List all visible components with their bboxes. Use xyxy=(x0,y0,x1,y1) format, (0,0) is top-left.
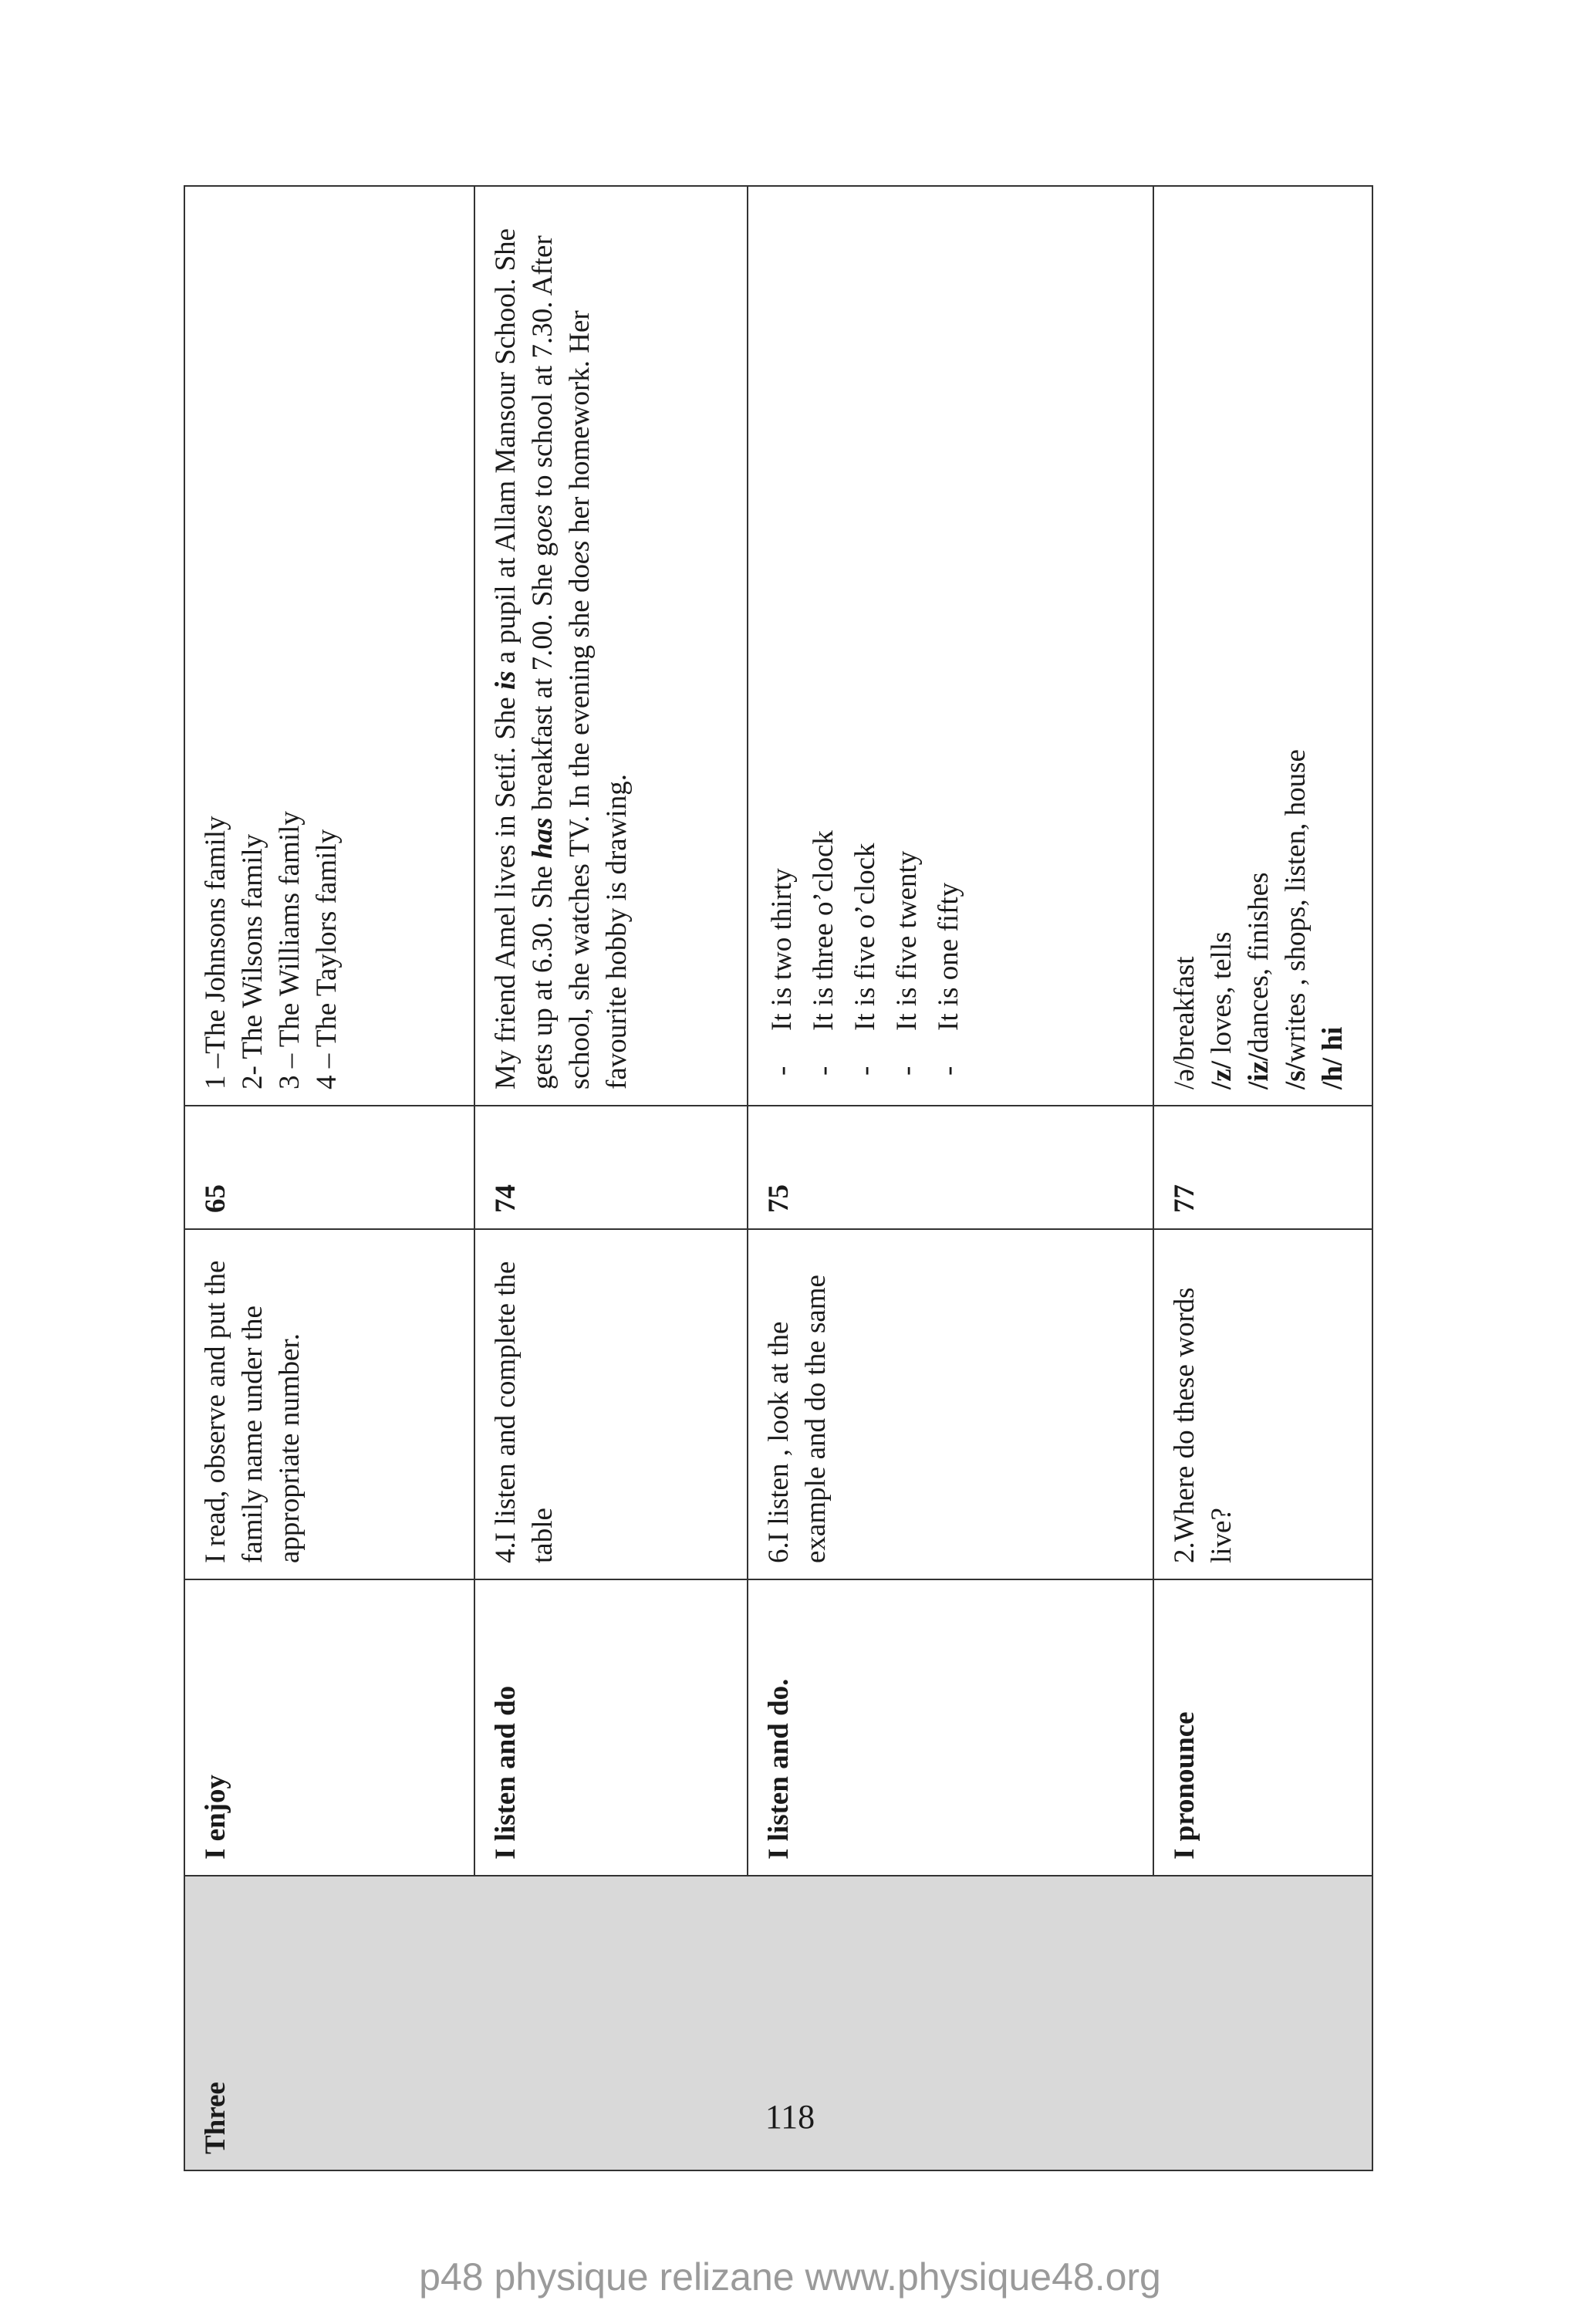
table-row xyxy=(748,186,1153,2170)
list-item-text: It is three o’clock xyxy=(808,830,840,1031)
task-cell: 4.I listen and complete the table xyxy=(474,1229,748,1579)
task-cell: 2.Where do these words live? xyxy=(1153,1229,1372,1579)
list-item-text: It is two thirty xyxy=(766,868,798,1031)
sequence-cell: Three xyxy=(184,1876,1372,2170)
table-row xyxy=(1153,186,1372,2170)
emphasis-verb: has xyxy=(527,817,559,859)
list-item-text: It is five o’clock xyxy=(849,843,882,1031)
answer-line: 2- The Wilsons family xyxy=(237,833,269,1089)
sound-line xyxy=(1166,202,1204,1089)
text-run: breakfast at 7.00. She go xyxy=(527,528,559,818)
page-number: 118 xyxy=(765,2098,815,2136)
list-item-text: It is five twenty xyxy=(891,850,923,1031)
answer-cell xyxy=(184,186,474,1106)
bullet-dash: - xyxy=(933,1066,965,1076)
page-ref-cell: 65 xyxy=(184,1106,474,1229)
answer-cell xyxy=(748,186,1153,1106)
sound-line xyxy=(1204,202,1241,1089)
task-cell: 6.I listen , look at the example and do the same xyxy=(748,1229,1153,1579)
text-run: her homework. Her favourite hobby is drawing. xyxy=(564,310,633,1089)
sound-line xyxy=(1315,202,1352,1089)
sound-symbol: /h/ xyxy=(1317,1057,1349,1089)
list-item-text: It is one fifty xyxy=(933,882,965,1031)
sound-words: dances, finishes xyxy=(1243,872,1275,1053)
bullet-dash: - xyxy=(808,1066,840,1076)
list-item xyxy=(889,202,926,1089)
answer-line: 3 – The Williams family xyxy=(274,811,306,1089)
lesson-table xyxy=(184,185,1373,2171)
page-ref-cell: 77 xyxy=(1153,1106,1372,1229)
bullet-dash: - xyxy=(766,1066,798,1076)
emphasis-ending: es xyxy=(527,504,559,529)
bullet-dash: - xyxy=(891,1066,923,1076)
sound-words: breakfast xyxy=(1169,956,1200,1062)
sound-line xyxy=(1278,202,1315,1089)
emphasis-ending: es xyxy=(564,540,596,565)
footer-watermark: p48 physique relizane www.physique48.org xyxy=(419,2255,1161,2299)
sound-words: writes , shops, listen, house xyxy=(1280,749,1312,1063)
sound-symbol: /z/ xyxy=(1206,1061,1238,1089)
answer-cell xyxy=(474,186,748,1106)
sound-line xyxy=(1241,202,1278,1089)
list-item xyxy=(847,202,884,1089)
answer-cell xyxy=(1153,186,1372,1106)
answer-line: 4 – The Taylors family xyxy=(311,829,343,1089)
answer-paragraph xyxy=(488,202,636,1089)
page-ref-cell: 75 xyxy=(748,1106,1153,1229)
table-row xyxy=(474,186,748,2170)
sound-words: loves, tells xyxy=(1206,931,1238,1062)
sound-symbol: /ə/ xyxy=(1169,1061,1200,1089)
text-run: to school at 7.30. After school, she watches TV. In the evening she do xyxy=(527,235,596,1089)
sound-symbol: /s/ xyxy=(1280,1062,1312,1089)
section-cell: I pronounce xyxy=(1153,1579,1372,1876)
text-run: a pupil at Allam Mansour School. She gets up at 6.30. She xyxy=(490,228,559,1089)
section-cell: I listen and do xyxy=(474,1579,748,1876)
list-item xyxy=(805,202,842,1089)
page-ref-cell: 74 xyxy=(474,1106,748,1229)
rotated-table-container xyxy=(184,187,1372,2171)
text-run: My friend Amel lives in Setif. She xyxy=(490,690,522,1089)
list-item xyxy=(764,202,801,1089)
emphasis-verb: is xyxy=(490,671,522,691)
task-cell: I read, observe and put the family name under the appropriate number. xyxy=(184,1229,474,1579)
section-cell: I enjoy xyxy=(184,1579,474,1876)
time-list xyxy=(764,202,967,1089)
sound-symbol: /iz/ xyxy=(1243,1052,1275,1089)
section-cell: I listen and do. xyxy=(748,1579,1153,1876)
bullet-dash: - xyxy=(849,1066,882,1076)
sound-words: hi xyxy=(1317,1026,1349,1058)
list-item xyxy=(930,202,967,1089)
answer-line: 1 –The Johnsons family xyxy=(200,816,231,1089)
table-row xyxy=(184,186,474,2170)
